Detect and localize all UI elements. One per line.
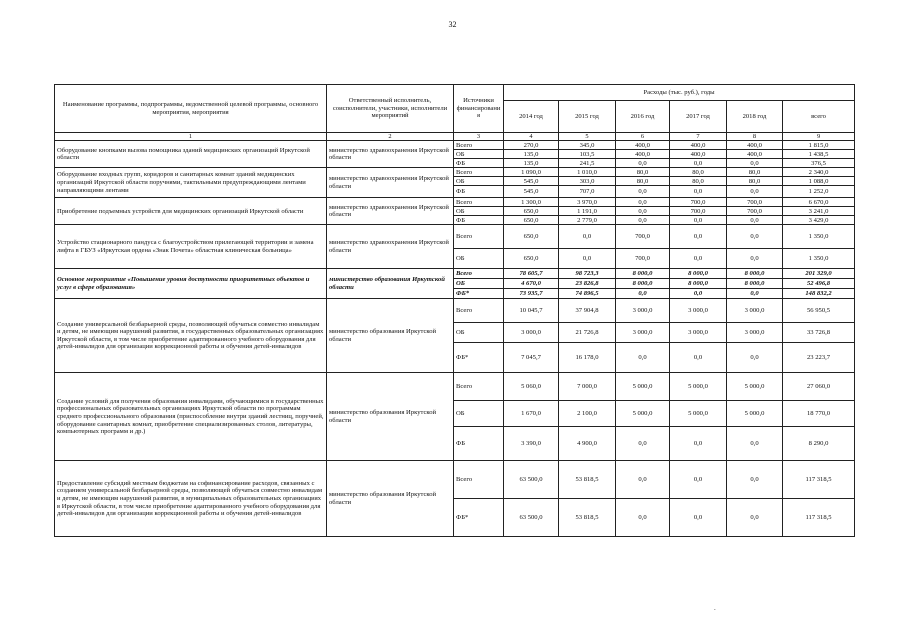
row-value: 1 670,0 — [504, 401, 559, 427]
row-source: ФБ* — [454, 499, 504, 537]
table-row — [55, 299, 855, 323]
row-total: 6 670,0 — [783, 198, 855, 207]
row-value: 5 000,0 — [670, 401, 727, 427]
row-total: 1 438,5 — [783, 150, 855, 159]
row-source: ОБ — [454, 401, 504, 427]
row-value: 80,0 — [616, 168, 670, 177]
table-row — [55, 141, 855, 150]
row-value: 0,0 — [670, 499, 727, 537]
row-value: 8 000,0 — [670, 279, 727, 289]
row-value: 700,0 — [616, 249, 670, 269]
row-total: 33 726,8 — [783, 323, 855, 343]
row-value: 3 390,0 — [504, 427, 559, 461]
row-value: 0,0 — [727, 343, 783, 373]
row-value: 63 500,0 — [504, 499, 559, 537]
row-value: 400,0 — [670, 141, 727, 150]
row-value: 0,0 — [727, 159, 783, 168]
row-value: 0,0 — [727, 289, 783, 299]
row-value: 7 045,7 — [504, 343, 559, 373]
row-value: 63 500,0 — [504, 461, 559, 499]
row-executor: министерство образования Иркутской области — [327, 299, 454, 373]
row-total: 117 318,5 — [783, 461, 855, 499]
row-source: ОБ — [454, 177, 504, 186]
row-name: Оборудование входных групп, коридоров и санитарных комнат зданий медицинских организаций Иркутской области поручнями, тактильными предупреждающими лентами направляющими лентами — [55, 168, 327, 198]
row-value: 7 000,0 — [559, 373, 616, 401]
row-value: 0,0 — [727, 216, 783, 225]
row-value: 80,0 — [727, 177, 783, 186]
col-index: 7 — [670, 133, 727, 141]
row-total: 148 832,2 — [783, 289, 855, 299]
row-total: 27 060,0 — [783, 373, 855, 401]
row-source: ОБ — [454, 207, 504, 216]
header-source: Источники финансировани я — [454, 85, 504, 133]
row-total: 23 223,7 — [783, 343, 855, 373]
row-value: 74 896,5 — [559, 289, 616, 299]
col-index: 5 — [559, 133, 616, 141]
row-total: 8 290,0 — [783, 427, 855, 461]
row-value: 23 826,8 — [559, 279, 616, 289]
row-source: Всего — [454, 299, 504, 323]
row-value: 4 670,0 — [504, 279, 559, 289]
row-value: 16 178,0 — [559, 343, 616, 373]
row-value: 0,0 — [616, 289, 670, 299]
row-name: Создание условий для получения образования инвалидами, обучающимися в государственных профессиональных образовательных организациях Иркутской области по программам среднего профессионального образования (приспособление внутри зданий лестниц, поручней, оборудование санитарных комнат, приобретение специализированных столов, литературы, компьютерных программ и др.) — [55, 373, 327, 461]
row-source: Всего — [454, 373, 504, 401]
row-value: 650,0 — [504, 207, 559, 216]
row-total: 201 329,0 — [783, 269, 855, 279]
col-index: 3 — [454, 133, 504, 141]
row-value: 700,0 — [727, 198, 783, 207]
row-total: 376,5 — [783, 159, 855, 168]
row-value: 0,0 — [616, 343, 670, 373]
row-value: 5 060,0 — [504, 373, 559, 401]
row-value: 0,0 — [727, 461, 783, 499]
row-total: 18 770,0 — [783, 401, 855, 427]
row-value: 0,0 — [616, 216, 670, 225]
table-row — [55, 461, 855, 499]
row-value: 400,0 — [670, 150, 727, 159]
row-value: 0,0 — [616, 207, 670, 216]
col-index: 9 — [783, 133, 855, 141]
row-total: 1 350,0 — [783, 225, 855, 249]
row-value: 650,0 — [504, 225, 559, 249]
row-value: 80,0 — [670, 168, 727, 177]
row-value: 1 090,0 — [504, 168, 559, 177]
row-value: 0,0 — [670, 289, 727, 299]
row-value: 5 000,0 — [616, 373, 670, 401]
row-value: 5 000,0 — [727, 373, 783, 401]
row-value: 73 935,7 — [504, 289, 559, 299]
row-total: 3 429,0 — [783, 216, 855, 225]
row-value: 400,0 — [727, 150, 783, 159]
row-value: 53 818,5 — [559, 499, 616, 537]
row-source: ОБ — [454, 323, 504, 343]
row-value: 135,0 — [504, 150, 559, 159]
row-value: 2 100,0 — [559, 401, 616, 427]
row-value: 700,0 — [670, 207, 727, 216]
row-value: 0,0 — [670, 186, 727, 198]
row-value: 345,0 — [559, 141, 616, 150]
row-value: 707,0 — [559, 186, 616, 198]
row-value: 3 000,0 — [670, 299, 727, 323]
page-number: 32 — [448, 20, 457, 29]
row-value: 0,0 — [727, 427, 783, 461]
row-value: 0,0 — [559, 225, 616, 249]
header-expenses: Расходы (тыс. руб.), годы — [504, 85, 855, 101]
row-value: 8 000,0 — [670, 269, 727, 279]
row-value: 8 000,0 — [727, 279, 783, 289]
row-executor: министерство здравоохранения Иркутской области — [327, 141, 454, 168]
header-year: 2018 год — [727, 101, 783, 133]
row-total: 2 340,0 — [783, 168, 855, 177]
table-row — [55, 168, 855, 177]
row-value: 5 000,0 — [670, 373, 727, 401]
row-value: 0,0 — [616, 499, 670, 537]
scan-mark: . — [714, 604, 716, 612]
col-index: 1 — [55, 133, 327, 141]
row-source: Всего — [454, 269, 504, 279]
row-value: 0,0 — [727, 186, 783, 198]
row-source: ФБ* — [454, 343, 504, 373]
row-value: 5 000,0 — [727, 401, 783, 427]
row-value: 0,0 — [670, 343, 727, 373]
row-source: Всего — [454, 141, 504, 150]
row-executor: министерство образования Иркутской области — [327, 461, 454, 537]
row-value: 135,0 — [504, 159, 559, 168]
row-value: 80,0 — [727, 168, 783, 177]
row-total: 117 318,5 — [783, 499, 855, 537]
row-value: 80,0 — [670, 177, 727, 186]
row-value: 1 191,0 — [559, 207, 616, 216]
row-source: ОБ — [454, 249, 504, 269]
row-name: Основное мероприятие «Повышение уровня доступности приоритетных объектов и услуг в сфере образования» — [55, 269, 327, 299]
row-source: ФБ — [454, 159, 504, 168]
row-value: 3 000,0 — [727, 323, 783, 343]
table-body — [55, 141, 855, 537]
row-source: Всего — [454, 225, 504, 249]
table-row — [55, 225, 855, 249]
row-value: 0,0 — [670, 159, 727, 168]
row-value: 0,0 — [670, 461, 727, 499]
table-row — [55, 198, 855, 207]
row-source: Всего — [454, 168, 504, 177]
row-source: Всего — [454, 461, 504, 499]
row-value: 1 010,0 — [559, 168, 616, 177]
row-value: 0,0 — [670, 249, 727, 269]
row-value: 0,0 — [670, 427, 727, 461]
row-value: 700,0 — [616, 225, 670, 249]
row-name: Устройство стационарного пандуса с благоустройством прилегающей территории и замена лифта в ГБУЗ «Иркутская ордена «Знак Почета» областная клиническая больница» — [55, 225, 327, 269]
row-value: 545,0 — [504, 177, 559, 186]
row-value: 21 726,8 — [559, 323, 616, 343]
row-value: 8 000,0 — [616, 279, 670, 289]
row-total: 1 088,0 — [783, 177, 855, 186]
row-value: 650,0 — [504, 249, 559, 269]
row-value: 80,0 — [616, 177, 670, 186]
row-executor: министерство здравоохранения Иркутской области — [327, 225, 454, 269]
row-value: 303,0 — [559, 177, 616, 186]
row-name: Приобретение подъемных устройств для медицинских организаций Иркутской области — [55, 198, 327, 225]
row-name: Предоставление субсидий местным бюджетам на софинансирование расходов, связанных с созданием универсальной безбарьерной среды, позволяющей обучаться совместно инвалидам и детям, не имеющим нарушений развития, в муниципальных образовательных организациях в Иркутской области, в том числе приобретение адаптированного учебного оборудования для детей-инвалидов для организации коррекционной работы и обучения детей-инвалидов — [55, 461, 327, 537]
row-value: 3 000,0 — [616, 299, 670, 323]
row-source: ФБ — [454, 427, 504, 461]
row-value: 0,0 — [616, 427, 670, 461]
row-total: 1 815,0 — [783, 141, 855, 150]
row-value: 0,0 — [616, 461, 670, 499]
row-value: 103,5 — [559, 150, 616, 159]
row-source: ФБ — [454, 216, 504, 225]
row-value: 400,0 — [727, 141, 783, 150]
row-value: 37 904,8 — [559, 299, 616, 323]
row-total: 52 496,8 — [783, 279, 855, 289]
row-value: 400,0 — [616, 141, 670, 150]
row-value: 1 300,0 — [504, 198, 559, 207]
row-value: 2 779,0 — [559, 216, 616, 225]
row-source: Всего — [454, 198, 504, 207]
row-name: Создание универсальной безбарьерной среды, позволяющей обучаться совместно инвалидам и детям, не имеющим нарушений развития, в государственных образовательных организациях Иркутской области, в том числе приобретение адаптированного учебного оборудования для детей-инвалидов для организации коррекционной работы и обучения детей-инвалидов — [55, 299, 327, 373]
header-year: 2017 год — [670, 101, 727, 133]
row-value: 0,0 — [670, 216, 727, 225]
row-value: 3 000,0 — [727, 299, 783, 323]
col-index: 6 — [616, 133, 670, 141]
row-value: 98 723,3 — [559, 269, 616, 279]
row-value: 3 000,0 — [616, 323, 670, 343]
row-name: Оборудование кнопками вызова помощника зданий медицинских организаций Иркутской области — [55, 141, 327, 168]
row-value: 78 605,7 — [504, 269, 559, 279]
row-value: 545,0 — [504, 186, 559, 198]
row-value: 700,0 — [727, 207, 783, 216]
row-value: 0,0 — [727, 499, 783, 537]
row-value: 0,0 — [616, 186, 670, 198]
row-value: 8 000,0 — [616, 269, 670, 279]
row-value: 0,0 — [559, 249, 616, 269]
col-index: 2 — [327, 133, 454, 141]
header-name: Наименование программы, подпрограммы, ведомственной целевой программы, основного мероприятия, мероприятия — [55, 85, 327, 133]
row-source: ОБ — [454, 150, 504, 159]
row-value: 650,0 — [504, 216, 559, 225]
row-source: ФБ* — [454, 289, 504, 299]
row-total: 56 950,5 — [783, 299, 855, 323]
row-value: 270,0 — [504, 141, 559, 150]
row-value: 10 045,7 — [504, 299, 559, 323]
row-executor: министерство здравоохранения Иркутской области — [327, 168, 454, 198]
table-row — [55, 269, 855, 279]
row-value: 4 900,0 — [559, 427, 616, 461]
row-total: 1 252,0 — [783, 186, 855, 198]
header-total: всего — [783, 101, 855, 133]
row-value: 0,0 — [616, 159, 670, 168]
row-value: 400,0 — [616, 150, 670, 159]
row-value: 700,0 — [670, 198, 727, 207]
row-executor: министерство здравоохранения Иркутской области — [327, 198, 454, 225]
col-index: 8 — [727, 133, 783, 141]
row-total: 3 241,0 — [783, 207, 855, 216]
row-value: 8 000,0 — [727, 269, 783, 279]
header-executor: Ответственный исполнитель, соисполнители, участники, исполнители мероприятий — [327, 85, 454, 133]
row-value: 53 818,5 — [559, 461, 616, 499]
row-value: 241,5 — [559, 159, 616, 168]
header-year: 2016 год — [616, 101, 670, 133]
row-value: 3 000,0 — [504, 323, 559, 343]
row-value: 3 000,0 — [670, 323, 727, 343]
budget-table — [54, 84, 855, 537]
header-year: 2014 год — [504, 101, 559, 133]
row-source: ОБ — [454, 279, 504, 289]
row-value: 0,0 — [616, 198, 670, 207]
header-year: 2015 год — [559, 101, 616, 133]
row-value: 3 970,0 — [559, 198, 616, 207]
row-value: 0,0 — [727, 225, 783, 249]
row-value: 0,0 — [727, 249, 783, 269]
row-value: 0,0 — [670, 225, 727, 249]
col-index: 4 — [504, 133, 559, 141]
table-row — [55, 373, 855, 401]
row-total: 1 350,0 — [783, 249, 855, 269]
row-executor: министерство образования Иркутской области — [327, 269, 454, 299]
row-source: ФБ — [454, 186, 504, 198]
row-value: 5 000,0 — [616, 401, 670, 427]
row-executor: министерство образования Иркутской области — [327, 373, 454, 461]
